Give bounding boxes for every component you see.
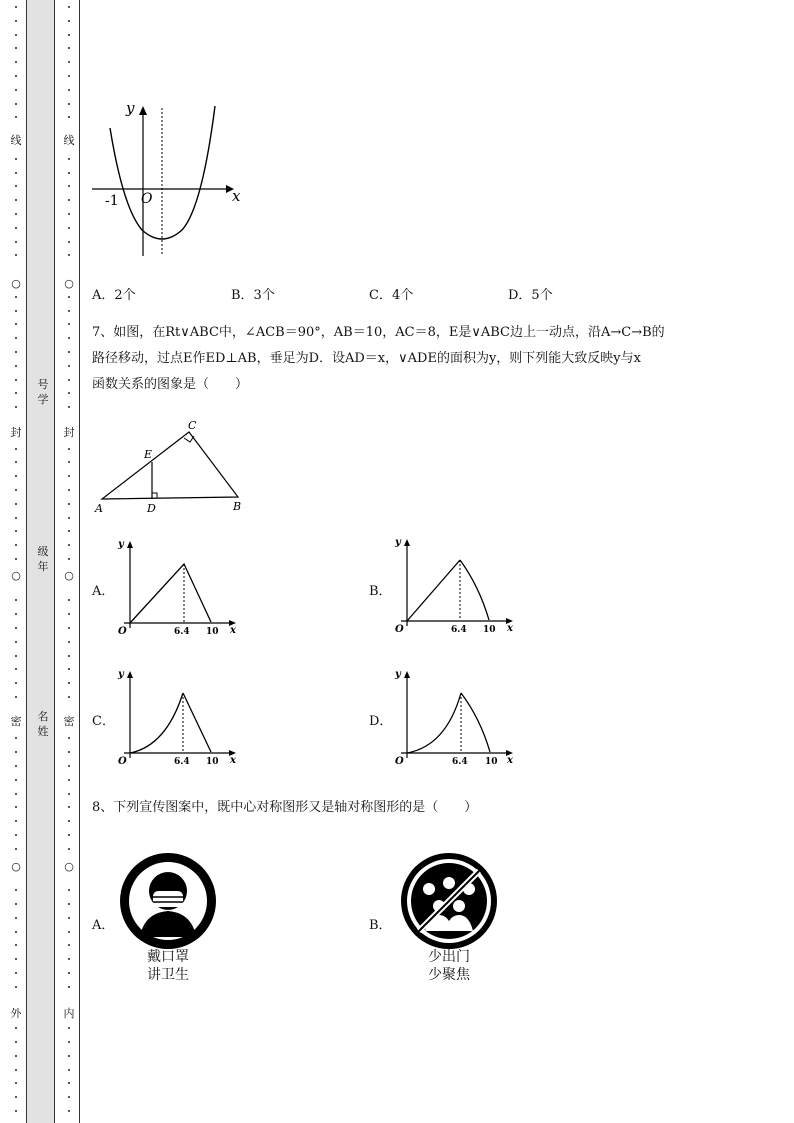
binding-char: ○ [11,569,21,582]
binding-dot [68,517,70,519]
q8-option-a-caption [118,948,218,984]
binding-dot [15,475,17,477]
binding-dot [68,779,70,781]
binding-dot [15,337,17,339]
graph-origin: O [395,624,404,634]
binding-dot [15,1041,17,1043]
mask-person-icon[interactable] [118,851,218,951]
binding-dot [68,599,70,601]
q6-option-d[interactable]: D．5个 [508,288,553,303]
binding-dot [15,958,17,960]
binding-dot [68,751,70,753]
crowd-crossed-icon[interactable] [399,851,499,951]
graph-x-label: x [230,755,236,766]
binding-char: 线 [63,134,75,147]
binding-dot [68,972,70,974]
binding-dot [15,627,17,629]
binding-dot [68,696,70,698]
binding-dot [15,848,17,850]
binding-dot [68,668,70,670]
graph-tick-10: 10 [485,757,498,767]
binding-dot [68,503,70,505]
binding-dot [68,889,70,891]
q7-triangle-figure [92,416,252,516]
binding-dot [15,834,17,836]
binding-dot [15,254,17,256]
q6-option-a[interactable]: A．2个 [92,288,136,303]
binding-dot [15,765,17,767]
q6-x-label: x [232,187,241,205]
binding-dot [15,917,17,919]
binding-dot [68,1041,70,1043]
binding-char: 封 [10,426,22,439]
binding-dot [15,89,17,91]
binding-dot [15,116,17,118]
binding-dot [15,889,17,891]
binding-dot [15,75,17,77]
binding-char: ○ [64,277,74,290]
binding-dot [68,392,70,394]
binding-dot [68,958,70,960]
binding-dot [68,1110,70,1112]
binding-dot [68,627,70,629]
binding-dot [68,475,70,477]
binding-dot [68,199,70,201]
binding-dot [68,558,70,560]
binding-dot [68,103,70,105]
binding-dot [68,448,70,450]
binding-dot [15,103,17,105]
binding-dot [15,6,17,8]
binding-dot [15,779,17,781]
binding-dot [68,351,70,353]
q7-label-d: D [147,502,156,515]
graph-tick-6-4: 6.4 [451,625,467,634]
binding-char: ○ [64,860,74,873]
binding-dot [68,613,70,615]
binding-dot [68,655,70,657]
binding-dot [15,1110,17,1112]
binding-dot [15,986,17,988]
binding-dot [68,406,70,408]
binding-dot [68,337,70,339]
binding-dot [68,1027,70,1029]
binding-dot [15,903,17,905]
field-student-number: 号学 [37,378,49,406]
q7-option-d-graph[interactable] [391,666,521,768]
binding-dot [15,820,17,822]
q6-option-b[interactable]: B．3个 [231,288,275,303]
q8-option-b-letter[interactable]: B． [369,918,392,933]
q6-option-c[interactable]: C．4个 [369,288,414,303]
binding-dot [68,158,70,160]
binding-dot [15,530,17,532]
binding-dot [15,461,17,463]
binding-dot [68,185,70,187]
binding-dot [68,213,70,215]
q7-option-a-letter[interactable]: A． [92,584,115,599]
binding-dot [68,903,70,905]
binding-dot [68,89,70,91]
binding-dot [15,323,17,325]
binding-dot [68,489,70,491]
binding-dot [68,1082,70,1084]
binding-dot [15,1027,17,1029]
binding-dot [15,310,17,312]
binding-char: 密 [10,715,22,728]
binding-dot [15,655,17,657]
graph-y-label: y [118,669,124,680]
binding-dot [15,448,17,450]
graph-y-label: y [118,539,124,550]
binding-dot [15,406,17,408]
binding-dot [68,61,70,63]
binding-dot [15,392,17,394]
binding-dot [68,365,70,367]
q7-option-b-letter[interactable]: B． [369,584,392,599]
q7-stem [92,320,752,398]
graph-y-label: y [395,669,401,680]
field-name: 名姓 [37,710,49,738]
binding-dot [68,931,70,933]
binding-dot [68,34,70,36]
binding-dot [68,116,70,118]
binding-dot [15,1082,17,1084]
q6-neg-one: -1 [105,193,119,209]
q7-option-b-graph[interactable] [391,534,521,634]
q7-label-b: B [233,500,242,513]
binding-dot [15,972,17,974]
graph-tick-10: 10 [206,757,219,767]
binding-dot [15,296,17,298]
binding-dot [15,944,17,946]
graph-tick-6-4: 6.4 [174,757,190,767]
binding-dot [15,20,17,22]
graph-tick-10: 10 [206,627,219,636]
binding-dot [68,917,70,919]
binding-dot [15,61,17,63]
binding-dot [15,172,17,174]
binding-dot [68,461,70,463]
binding-dot [68,47,70,49]
binding-char: 封 [63,426,75,439]
binding-char: ○ [64,569,74,582]
binding-dot [68,75,70,77]
graph-tick-6-4: 6.4 [452,757,468,767]
binding-dot [15,503,17,505]
binding-dot [68,6,70,8]
graph-x-label: x [507,623,513,634]
graph-tick-6-4: 6.4 [174,627,190,636]
graph-x-label: x [507,755,513,766]
binding-dot [68,241,70,243]
binding-dot [68,944,70,946]
binding-dot [15,641,17,643]
binding-dot [15,931,17,933]
binding-dot [15,558,17,560]
binding-dot [68,641,70,643]
binding-dot [68,1055,70,1057]
binding-dot [68,296,70,298]
binding-dot [68,848,70,850]
binding-right-rule [79,0,80,1123]
binding-dot [68,20,70,22]
binding-dot [68,682,70,684]
q6-origin: O [141,191,153,207]
binding-dot [68,544,70,546]
binding-dot [68,323,70,325]
binding-dot [15,806,17,808]
binding-dot [15,1096,17,1098]
binding-dot [68,765,70,767]
binding-dot [15,751,17,753]
q6-y-label: y [126,99,135,117]
binding-dot [15,351,17,353]
binding-dot [68,379,70,381]
binding-dot [68,1069,70,1071]
binding-dot [15,379,17,381]
binding-char: 内 [63,1007,75,1020]
binding-dot [15,199,17,201]
q7-label-a: A [95,502,103,515]
binding-dot [68,806,70,808]
binding-dot [68,310,70,312]
q7-option-d-letter[interactable]: D． [369,714,393,729]
binding-dot [68,737,70,739]
binding-dot [15,34,17,36]
graph-origin: O [395,756,404,767]
binding-dot [15,241,17,243]
q8-stem: 8、下列宣传图案中，既中心对称图形又是轴对称图形的是（ ） [92,800,478,815]
binding-char: 外 [10,1007,22,1020]
q7-option-c-graph[interactable] [114,666,244,768]
q7-line-3: 函数关系的图象是（ ） [92,377,249,392]
q8-b-caption-line1: 少出门 [428,949,470,965]
q7-label-e: E [144,448,153,461]
graph-y-label: y [395,537,401,548]
binding-dot [15,365,17,367]
graph-origin: O [118,626,127,636]
binding-dot [68,820,70,822]
binding-dot [68,227,70,229]
binding-dot [15,544,17,546]
q8-b-caption-line2: 少聚焦 [428,967,470,983]
q7-line-1: 7、如图，在Rt∨ABC中，∠ACB＝90°，AB＝10，AC＝8，E是∨ABC边上一动点，沿A→C→B的 [92,325,665,340]
binding-char: ○ [11,277,21,290]
binding-dot [15,599,17,601]
binding-dot [68,793,70,795]
binding-dot [15,668,17,670]
binding-char: 密 [63,715,75,728]
q7-option-c-letter[interactable]: C． [92,714,115,729]
binding-dot [15,1069,17,1071]
graph-tick-10: 10 [483,625,496,634]
binding-dot [68,986,70,988]
q8-option-b-caption [399,948,499,984]
field-grade: 级年 [37,545,49,573]
binding-dot [15,682,17,684]
binding-dot [15,793,17,795]
q8-a-caption-line2: 讲卫生 [147,967,189,983]
binding-dot [15,185,17,187]
q7-option-a-graph[interactable] [114,536,244,636]
binding-dot [15,227,17,229]
binding-dot [68,1096,70,1098]
binding-dot [15,517,17,519]
binding-dot [15,489,17,491]
binding-dot [15,696,17,698]
binding-dot [68,172,70,174]
binding-dot [15,737,17,739]
q6-parabola-graph [88,98,248,260]
binding-dot [15,47,17,49]
q7-label-c: C [188,419,197,432]
binding-dot [68,834,70,836]
q8-option-a-letter[interactable]: A． [92,918,115,933]
binding-char: 线 [10,134,22,147]
binding-dot [15,213,17,215]
binding-dot [15,158,17,160]
binding-dot [15,1055,17,1057]
binding-char: ○ [11,860,21,873]
graph-x-label: x [230,625,236,636]
binding-dot [15,613,17,615]
graph-origin: O [118,756,127,767]
q8-a-caption-line1: 戴口罩 [147,949,189,965]
q7-line-2: 路径移动，过点E作ED⊥AB，垂足为D．设AD＝x，∨ADE的面积为y，则下列能大致反映y与x [92,351,641,366]
binding-dot [68,530,70,532]
binding-dot [68,254,70,256]
